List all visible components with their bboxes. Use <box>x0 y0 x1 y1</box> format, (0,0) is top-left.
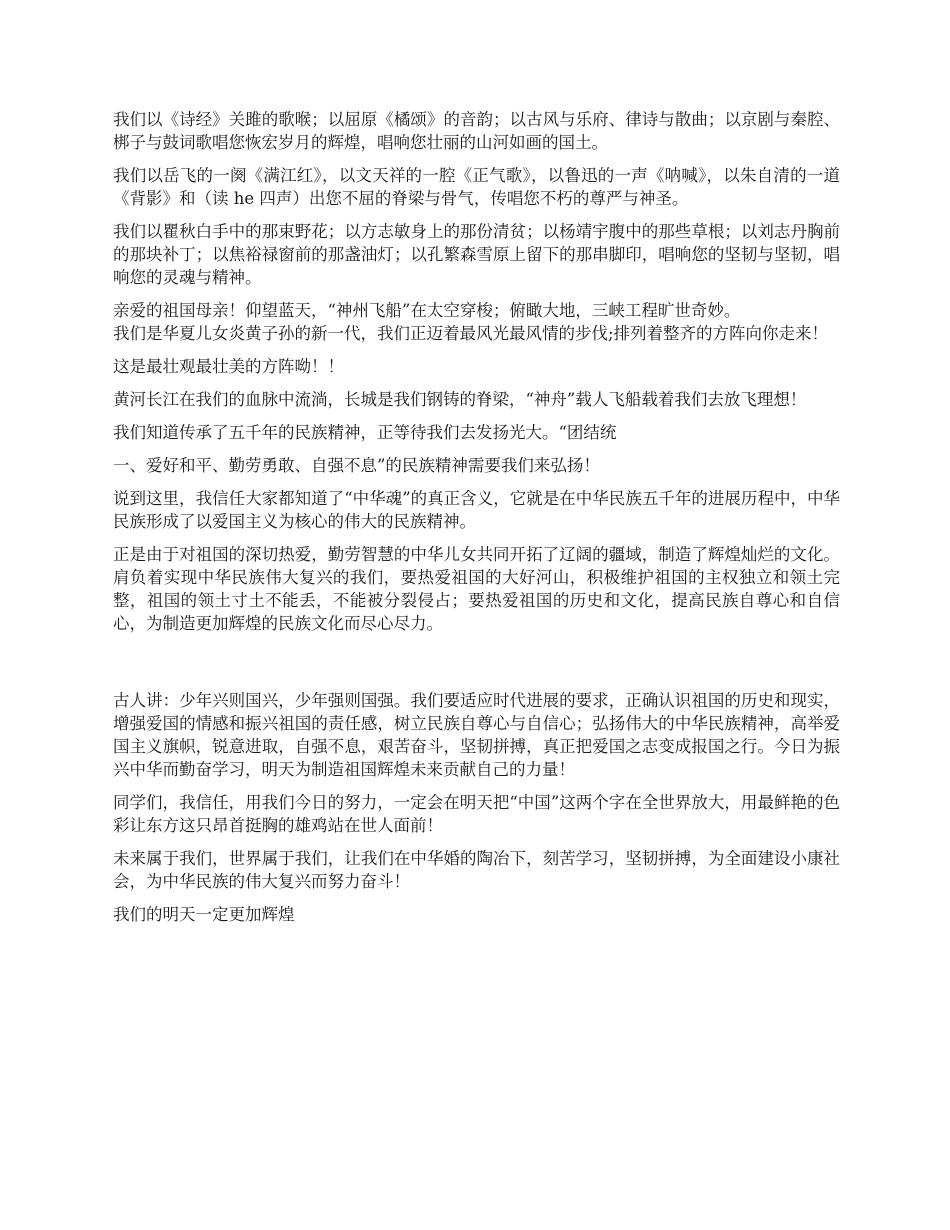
paragraph: 黄河长江在我们的血脉中流淌，长城是我们钢铸的脊梁，“神舟”载人飞船载着我们去放飞理想！ <box>113 390 807 409</box>
paragraph: 一、爱好和平、勤劳勇敢、自强不息”的民族精神需要我们来弘扬！ <box>113 456 600 475</box>
paragraph: 同学们，我信任，用我们今日的努力，一定会在明天把“中国”这两个字在全世界放大，用最鲜艳的色彩让东方这只昂首挺胸的雄鸡站在世人面前！ <box>113 793 840 835</box>
paragraph: 这是最壮观最壮美的方阵呦！！ <box>113 357 344 376</box>
paragraph: 未来属于我们，世界属于我们，让我们在中华婚的陶冶下，刻苦学习，坚韧拼搏，为全面建设小康社会，为中华民族的伟大复兴而努力奋斗！ <box>113 849 840 891</box>
document-body <box>113 108 840 936</box>
closing-line: 我们的明天一定更加辉煌 <box>113 905 295 924</box>
paragraph: 我们以岳飞的一阕《满江红》，以文天祥的一腔《正气歌》，以鲁迅的一声《呐喊》，以朱自清的一道《背影》和（读 he 四声）出您不屈的脊梁与骨气，传唱您不朽的尊严与神圣。 <box>113 166 840 208</box>
paragraph: 我们以瞿秋白手中的那束野花；以方志敏身上的那份清贫；以杨靖宇腹中的那些草根；以刘志丹胸前的那块补丁；以焦裕禄窗前的那盏油灯；以孔繁森雪原上留下的那串脚印，唱响您的坚韧与坚韧，唱响您的灵魂与精神。 <box>113 222 840 287</box>
section-gap <box>113 645 840 689</box>
paragraph: 正是由于对祖国的深切热爱，勤劳智慧的中华儿女共同开拓了辽阔的疆域，制造了辉煌灿烂的文化。肩负着实现中华民族伟大复兴的我们，要热爱祖国的大好河山，积极维护祖国的主权独立和领土完整，祖国的领土寸土不能丢，不能被分裂侵占；要热爱祖国的历史和文化，提高民族自尊心和自信心，为制造更加辉煌的民族文化而尽心尽力。 <box>113 545 840 633</box>
paragraph: 我们以《诗经》关雎的歌喉；以屈原《橘颂》的音韵；以古风与乐府、律诗与散曲；以京剧与秦腔、梆子与鼓词歌唱您恢宏岁月的辉煌，唱响您壮丽的山河如画的国土。 <box>113 110 840 152</box>
paragraph: 说到这里，我信任大家都知道了“中华魂”的真正含义，它就是在中华民族五千年的进展历程中，中华民族形成了以爱国主义为核心的伟大的民族精神。 <box>113 489 840 531</box>
paragraph: 我们是华夏儿女炎黄子孙的新一代，我们正迈着最风光最风情的步伐;排列着整齐的方阵向你走来！ <box>113 324 829 343</box>
paragraph: 古人讲：少年兴则国兴，少年强则国强。我们要适应时代进展的要求，正确认识祖国的历史和现实，增强爱国的情感和振兴祖国的责任感，树立民族自尊心与自信心；弘扬伟大的中华民族精神，高举爱国主义旗帜，锐意进取，自强不息，艰苦奋斗，坚韧拼搏，真正把爱国之志变成报国之行。今日为振兴中华而勤奋学习，明天为制造祖国辉煌未来贡献自己的力量！ <box>113 691 840 779</box>
paragraph: 亲爱的祖国母亲！仰望蓝天，“神州飞船”在太空穿梭；俯瞰大地，三峡工程旷世奇妙。 <box>113 301 741 320</box>
paragraph: 我们知道传承了五千年的民族精神，正等待我们去发扬光大。“团结统 <box>113 423 617 442</box>
